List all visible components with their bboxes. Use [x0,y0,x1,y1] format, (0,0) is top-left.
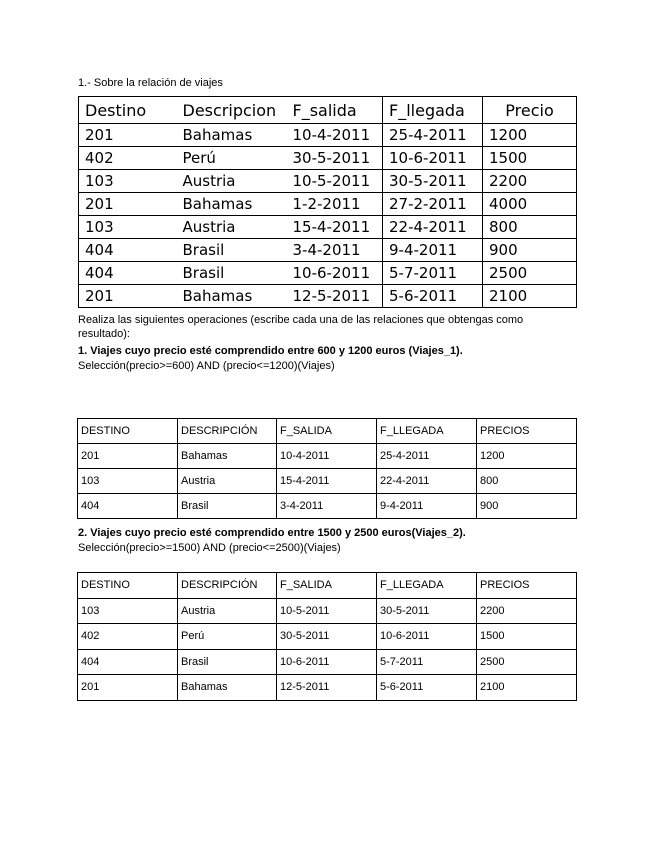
table-row [79,262,577,285]
q1-expression: Selección(precio>=600) AND (precio<=1200)(Viajes) [78,360,335,372]
table-cell: 2500 [483,262,577,285]
table-row [78,624,577,650]
table-row [78,469,577,494]
table-cell: Bahamas [177,193,287,216]
table-cell: 1500 [477,624,577,650]
column-header: F_llegada [383,97,483,124]
table-cell: 103 [79,216,177,239]
table-cell: 404 [79,239,177,262]
table-cell: 103 [78,469,178,494]
table-cell: 15-4-2011 [277,469,377,494]
viajes-table [78,96,577,308]
instructions-line-2: resultado): [78,328,130,340]
column-header: Descripcion [182,100,277,120]
table-cell: 5-6-2011 [383,285,483,308]
table-cell: Bahamas [178,444,277,469]
table-cell: 2200 [483,170,577,193]
table-cell: Austria [177,216,287,239]
table-cell: Brasil [178,649,277,675]
q1-title: 1. Viajes cuyo precio esté comprendido entre 600 y 1200 euros (Viajes_1). [78,345,463,357]
table-cell: 27-2-2011 [383,193,483,216]
column-header: DESTINO [78,573,178,599]
table-cell: 30-5-2011 [287,147,383,170]
table-cell: 1-2-2011 [287,193,383,216]
table-cell: Perú [178,624,277,650]
table-cell: 10-6-2011 [377,624,477,650]
table-cell: 2100 [483,285,577,308]
table-cell: 22-4-2011 [377,469,477,494]
q2-expression: Selección(precio>=1500) AND (precio<=2500)(Viajes) [78,542,341,554]
table-row [78,675,577,701]
table-cell: 30-5-2011 [383,170,483,193]
q2-title: 2. Viajes cuyo precio esté comprendido entre 1500 y 2500 euros(Viajes_2). [78,527,466,539]
table-cell: 900 [483,239,577,262]
table-cell: 10-5-2011 [277,598,377,624]
table-row [79,170,577,193]
table-cell: 10-4-2011 [287,124,383,147]
table-cell: 3-4-2011 [287,239,383,262]
column-header: F_SALIDA [277,573,377,599]
table-cell: 201 [78,675,178,701]
table-cell: 25-4-2011 [377,444,477,469]
table-cell: 201 [79,124,177,147]
header-row [78,419,577,444]
viajes-2-table [77,572,577,701]
instructions-line-1: Realiza las siguientes operaciones (escribe cada una de las relaciones que obtengas como [78,314,524,326]
column-header: DESCRIPCIÓN [178,573,277,599]
viajes-1-table [77,418,577,519]
table-row [78,598,577,624]
column-header: F_LLEGADA [377,419,477,444]
column-header: PRECIOS [477,419,577,444]
table-cell: 10-6-2011 [287,262,383,285]
table-cell: 1200 [477,444,577,469]
table-cell: 103 [79,170,177,193]
table-cell: 2200 [477,598,577,624]
header-row [78,573,577,599]
column-header: Destino [85,100,147,120]
table-cell: 5-7-2011 [377,649,477,675]
table-cell: 201 [79,285,177,308]
column-header: F_SALIDA [277,419,377,444]
column-header: PRECIOS [477,573,577,599]
table-cell: 201 [79,193,177,216]
table-cell: 12-5-2011 [287,285,383,308]
table-cell: 5-6-2011 [377,675,477,701]
table-cell: 402 [78,624,178,650]
table-cell: Brasil [177,262,287,285]
table-cell: Austria [178,598,277,624]
column-header: F_LLEGADA [377,573,477,599]
table-cell: 404 [78,494,178,519]
table-cell: 9-4-2011 [377,494,477,519]
table-cell: 2100 [477,675,577,701]
table-row [79,147,577,170]
table-row [78,444,577,469]
table-cell: 15-4-2011 [287,216,383,239]
table-cell: 10-5-2011 [287,170,383,193]
header-row [79,97,577,124]
table-cell: 1500 [483,147,577,170]
table-cell: 30-5-2011 [277,624,377,650]
table-row [79,124,577,147]
table-cell: Bahamas [177,124,287,147]
column-header: Precio [483,97,577,124]
table-cell: 800 [483,216,577,239]
table-cell: 25-4-2011 [383,124,483,147]
table-row [79,285,577,308]
column-header: F_salida [292,100,357,120]
table-cell: 9-4-2011 [383,239,483,262]
table-cell: 3-4-2011 [277,494,377,519]
table-row [78,494,577,519]
table-cell: 12-5-2011 [277,675,377,701]
table-cell: 404 [78,649,178,675]
table-cell: 5-7-2011 [383,262,483,285]
column-header: DESCRIPCIÓN [178,419,277,444]
table-cell: 30-5-2011 [377,598,477,624]
table-cell: 103 [78,598,178,624]
table-cell: Bahamas [177,285,287,308]
table-cell: 2500 [477,649,577,675]
table-cell: 800 [477,469,577,494]
table-cell: Perú [177,147,287,170]
table-cell: Brasil [177,239,287,262]
table-cell: 201 [78,444,178,469]
table-cell: Bahamas [178,675,277,701]
table-cell: 4000 [483,193,577,216]
table-cell: Austria [177,170,287,193]
table-cell: Brasil [178,494,277,519]
table-cell: 10-6-2011 [277,649,377,675]
table-cell: 404 [79,262,177,285]
table-cell: 10-6-2011 [383,147,483,170]
table-row [78,649,577,675]
table-cell: 1200 [483,124,577,147]
column-header: DESTINO [78,419,178,444]
table-cell: 900 [477,494,577,519]
table-row [79,216,577,239]
table-cell: Austria [178,469,277,494]
intro-text: 1.- Sobre la relación de viajes [78,77,223,89]
table-row [79,193,577,216]
table-cell: 22-4-2011 [383,216,483,239]
table-cell: 10-4-2011 [277,444,377,469]
table-cell: 402 [79,147,177,170]
table-row [79,239,577,262]
